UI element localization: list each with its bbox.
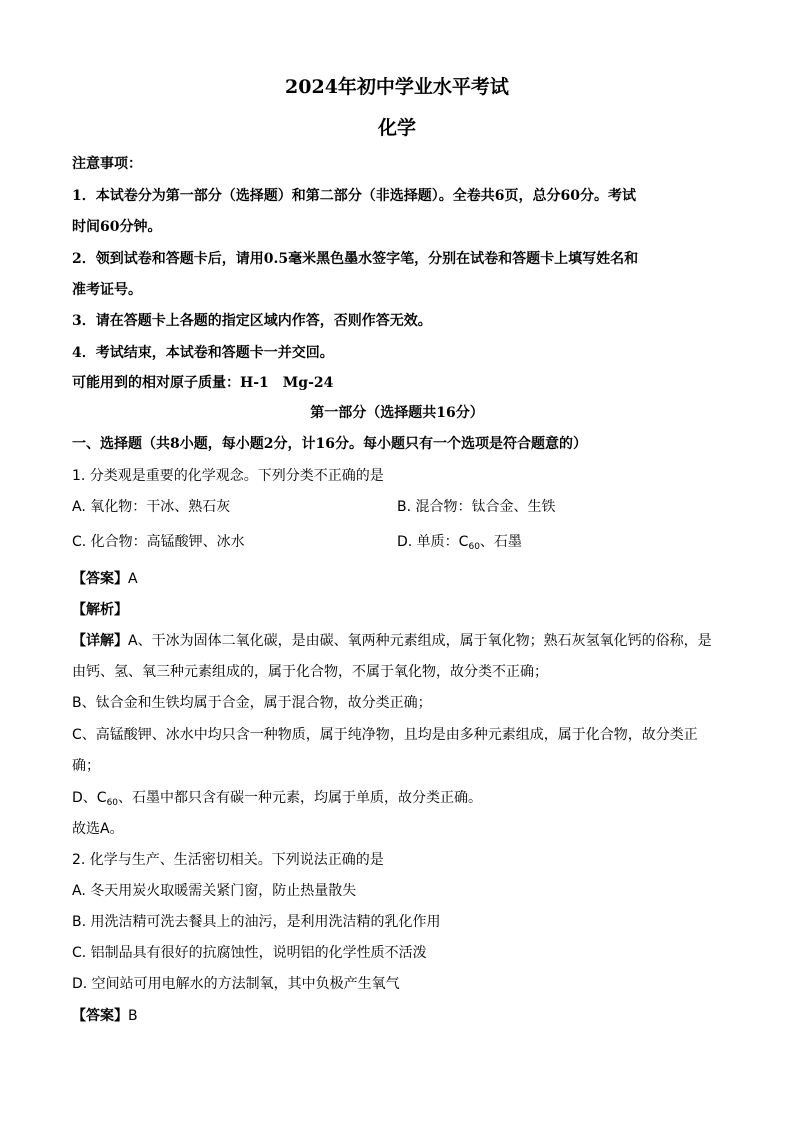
exam-subject: 化学 xyxy=(377,117,416,139)
q2-option-c: C. 铝制品具有很好的抗腐蚀性，说明铝的化学性质不活泼 xyxy=(72,945,427,961)
notice-item-2-cont: 准考证号。 xyxy=(72,282,142,298)
q2-option-b: B. 用洗洁精可洗去餐具上的油污，是利用洗洁精的乳化作用 xyxy=(72,914,441,930)
notice-item-3: 3．请在答题卡上各题的指定区域内作答，否则作答无效。 xyxy=(72,313,432,329)
notice-item-4: 4．考试结束，本试卷和答题卡一并交回。 xyxy=(72,345,334,361)
notice-item-1: 1．本试卷分为第一部分（选择题）和第二部分（非选择题）。全卷共6页，总分60分。考试 xyxy=(72,188,636,204)
q1-analysis-tag: 【解析】 xyxy=(72,602,128,618)
q1-detail-line-4: C、高锰酸钾、冰水中均只含一种物质，属于纯净物，且均是由多种元素组成，属于化合物，故分类正 xyxy=(72,727,698,743)
q1-conclusion: 故选A。 xyxy=(72,821,124,837)
exam-title: 2024年初中学业水平考试 xyxy=(285,76,509,98)
section-heading: 一、选择题（共8小题，每小题2分，计16分。每小题只有一个选项是符合题意的） xyxy=(72,436,587,452)
q2-option-a: A. 冬天用炭火取暖需关紧门窗，防止热量散失 xyxy=(72,883,357,899)
q1-detail-line-6: D、$C_{60}$、石墨中都只含有碳一种元素，均属于单质，故分类正确。 xyxy=(72,790,483,808)
q1-option-a: A. 氧化物：干冰、熟石灰 xyxy=(72,499,231,515)
notice-item-2: 2．领到试卷和答题卡后，请用0.5毫米黑色墨水签字笔，分别在试卷和答题卡上填写姓名和 xyxy=(72,251,639,267)
q1-option-b: B. 混合物：钛合金、生铁 xyxy=(397,499,556,515)
part1-heading: 第一部分（选择题共16分） xyxy=(310,405,484,421)
notice-item-1-cont: 时间60分钟。 xyxy=(72,219,162,235)
q1-answer: 【答案】A xyxy=(72,571,138,587)
q1-detail-line-2: 由钙、氢、氧三种元素组成的，属于化合物，不属于氧化物，故分类不正确； xyxy=(72,664,548,680)
q1-detail-line-3: B、钛合金和生铁均属于合金，属于混合物，故分类正确； xyxy=(72,695,432,711)
q1-stem: 1. 分类观是重要的化学观念。下列分类不正确的是 xyxy=(72,468,384,484)
q1-detail-line-1: 【详解】A、干冰为固体二氧化碳，是由碳、氧两种元素组成，属于氧化物；熟石灰氢氧化钙的俗称，是 xyxy=(72,633,712,649)
notice-heading: 注意事项： xyxy=(72,156,142,172)
atomic-mass-line: 可能用到的相对原子质量：H-1 Mg-24 xyxy=(72,375,334,391)
q1-option-d: D. 单质：$C_{60}$、石墨 xyxy=(397,534,522,552)
q2-stem: 2. 化学与生产、生活密切相关。下列说法正确的是 xyxy=(72,852,384,868)
q2-answer: 【答案】B xyxy=(72,1008,138,1024)
q1-detail-line-5: 确； xyxy=(72,758,100,774)
q1-option-c: C. 化合物：高锰酸钾、冰水 xyxy=(72,534,245,550)
q2-option-d: D. 空间站可用电解水的方法制氧，其中负极产生氧气 xyxy=(72,976,400,992)
